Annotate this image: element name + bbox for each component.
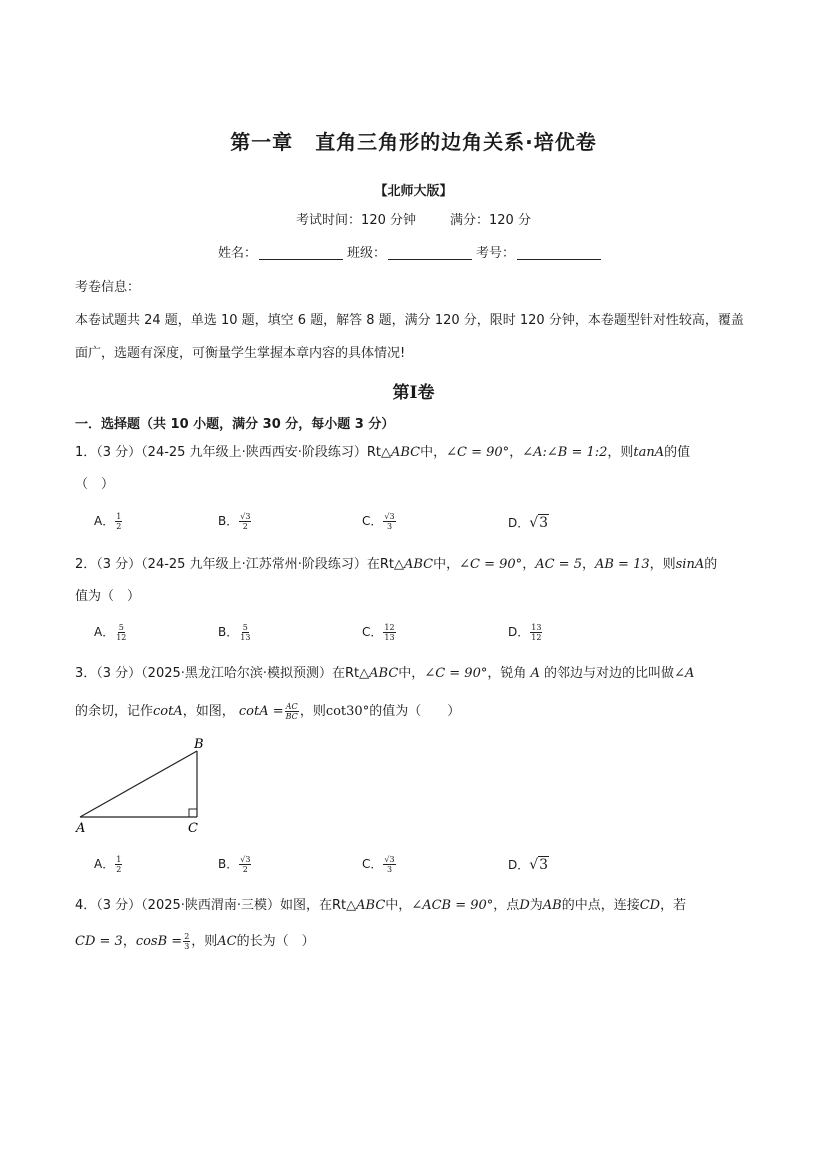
volume-title: 第Ⅰ卷 [392, 383, 435, 403]
class-label: 班级： [347, 246, 387, 261]
side-ab [80, 751, 197, 817]
page-title [0, 126, 827, 155]
q2-option-c[interactable]: C． $\frac{12}{13}$ [362, 623, 395, 642]
q3-option-d[interactable]: D．√3 [508, 857, 549, 873]
q2-stem: 2．（3 分）（24-25 九年级上·江苏常州·阶段练习）在Rt△ABC中，∠C = 90°，AC = 5，AB = 13，则sinA的 [75, 557, 718, 572]
vertex-a-label: A [76, 821, 86, 836]
info-line-1: 本卷试题共 24 题，单选 10 题，填空 6 题，解答 8 题，满分 120 分，限时 120 分钟，本卷题型针对性较高，覆盖 [75, 313, 744, 328]
q1-option-d[interactable]: D．√3 [508, 515, 549, 531]
q1-paren: （ ） [75, 477, 115, 492]
q2-option-d[interactable]: D． $\frac{13}{12}$ [508, 623, 542, 642]
section-title: 一．选择题（共 10 小题，满分 30 分，每小题 3 分） [75, 417, 395, 432]
name-label: 姓名： [218, 246, 258, 261]
q3-option-c[interactable]: C． $\frac{√3}{3}$ [362, 855, 395, 874]
q1-stem: 1．（3 分）（24-25 九年级上·陕西西安·阶段练习）Rt△ABC中，∠C = 90°，∠A:∠B = 1:2，则tanA的值 [75, 445, 691, 460]
title-chapter: 第一章 [230, 130, 294, 154]
full-score: 满分：120 分 [450, 213, 531, 228]
q1-option-b[interactable]: B． $\frac{√3}{2}$ [218, 512, 251, 531]
exam-time: 考试时间：120 分钟 [296, 213, 416, 228]
id-field[interactable] [517, 245, 601, 260]
vertex-c-label: C [188, 821, 198, 836]
q4-stem-line2: CD = 3，cosB = $\frac{2}{3}$ ，则AC的长为（ ） [75, 932, 315, 951]
q1-option-a[interactable]: A． $\frac{1}{2}$ [94, 512, 122, 531]
q4-stem: 4．（3 分）（2025·陕西渭南·三模）如图，在Rt△ABC中，∠ACB = 90°，点D为AB的中点，连接CD，若 [75, 898, 687, 913]
name-field[interactable] [259, 245, 343, 260]
vertex-b-label: B [194, 737, 204, 752]
right-angle-mark [189, 809, 197, 817]
q3-triangle-figure [72, 734, 212, 836]
info-heading: 考卷信息： [75, 280, 141, 295]
q3-stem: 3．（3 分）（2025·黑龙江哈尔滨·模拟预测）在Rt△ABC中，∠C = 90°，锐角 A 的邻边与对边的比叫做∠A [75, 666, 695, 681]
title-topic: 直角三角形的边角关系·培优卷 [315, 130, 597, 154]
info-line-2: 面广，选题有深度，可衡量学生掌握本章内容的具体情况! [75, 346, 406, 361]
q3-stem-line2: 的余切，记作cotA，如图， cotA = $\frac{AC}{BC}$ ，则cot30°的值为（ ） [75, 702, 461, 721]
exam-meta [0, 209, 827, 228]
q3-option-b[interactable]: B． $\frac{√3}{2}$ [218, 855, 251, 874]
edition-label: 【北师大版】 [374, 184, 453, 199]
q3-option-a[interactable]: A． $\frac{1}{2}$ [94, 855, 122, 874]
q2-option-a[interactable]: A． $\frac{5}{12}$ [94, 623, 127, 642]
student-info-row [218, 242, 605, 261]
class-field[interactable] [388, 245, 472, 260]
id-label: 考号： [476, 246, 516, 261]
q2-stem-line2: 值为（ ） [75, 589, 141, 604]
q2-option-b[interactable]: B． $\frac{5}{13}$ [218, 623, 251, 642]
q1-option-c[interactable]: C． $\frac{√3}{3}$ [362, 512, 395, 531]
